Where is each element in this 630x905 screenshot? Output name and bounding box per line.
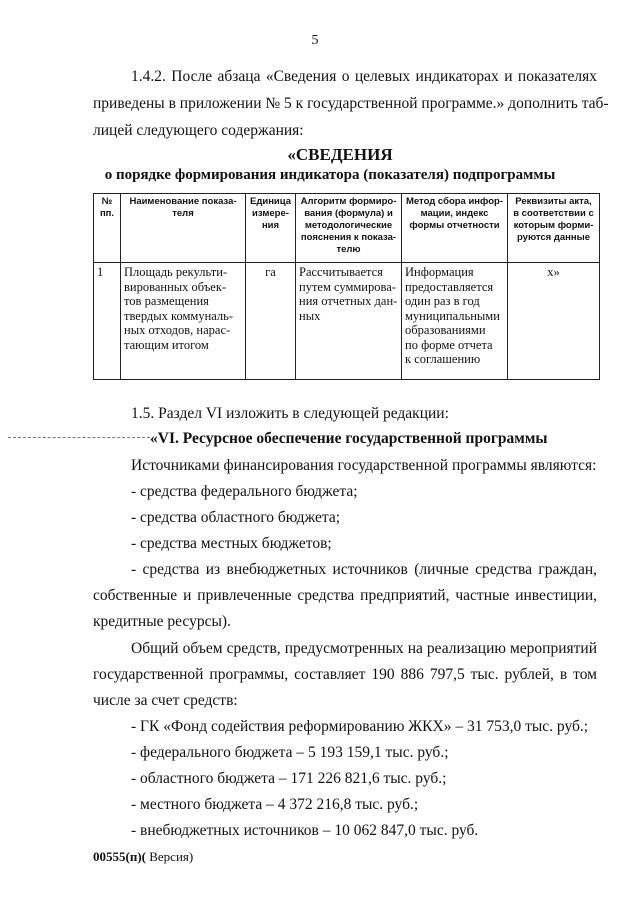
source-item: - средства местных бюджетов; <box>131 535 332 552</box>
document-code: 00555(п)( <box>93 849 146 864</box>
amount-item: - местного бюджета – 4 372 216,8 тыс. руб.; <box>131 796 419 813</box>
paragraph-142-line-1: 1.4.2. После абзаца «Сведения о целевых индикаторах и показателях <box>131 68 597 85</box>
total-line-1: Общий объем средств, предусмотренных на реализацию мероприятий <box>131 640 597 657</box>
table-title: «СВЕДЕНИЯ <box>287 145 393 164</box>
extrabudget-line-2: собственные и привлеченные средства предприятий, частные инвестиции, <box>93 587 597 604</box>
extrabudget-line-1: - средства из внебюджетных источников (личные средства граждан, <box>131 561 597 578</box>
source-item: - средства федерального бюджета; <box>131 483 358 500</box>
total-line-3: числе за счет средств: <box>93 692 238 709</box>
section-heading: «VI. Ресурсное обеспечение государственной программы <box>150 430 548 447</box>
cell-unit: га <box>246 263 296 380</box>
document-version: Версия) <box>145 849 194 864</box>
table-row <box>94 263 600 380</box>
cell-algorithm: Рассчитывается путем суммирова- ния отчетных дан- ных <box>296 263 402 380</box>
indicators-table <box>93 193 600 380</box>
header-indicator-name: Наименование показа- теля <box>121 194 246 263</box>
header-algorithm: Алгоритм формиро- вания (формула) и методологические пояснения к показа- телю <box>296 194 402 263</box>
header-act-details: Реквизиты акта, в соответствии с которым форми- руются данные <box>508 194 600 263</box>
document-footer <box>93 849 193 865</box>
amount-item: - федерального бюджета – 5 193 159,1 тыс. руб.; <box>131 744 449 761</box>
cell-act-details: х» <box>508 263 600 380</box>
paragraph-142-line-3: лицей следующего содержания: <box>93 122 304 139</box>
cell-number: 1 <box>94 263 121 380</box>
paragraph-15: 1.5. Раздел VI изложить в следующей редакции: <box>131 405 449 422</box>
amount-item: - ГК «Фонд содействия реформированию ЖКХ» – 31 753,0 тыс. руб.; <box>131 718 589 735</box>
table-subtitle: о порядке формирования индикатора (показателя) подпрограммы <box>104 167 556 183</box>
total-line-2: государственной программы, составляет 190 886 797,5 тыс. рублей, в том <box>93 666 597 683</box>
cell-indicator-name: Площадь рекульти- вированных объек- тов размещения твердых коммуналь- ных отходов, нарас- тающим итогом <box>121 263 246 380</box>
amount-item: - областного бюджета – 171 226 821,6 тыс. руб.; <box>131 770 447 787</box>
source-item: - средства областного бюджета; <box>131 509 341 526</box>
paragraph-142-line-2: приведены в приложении № 5 к государственной программе.» дополнить таб- <box>93 95 609 112</box>
header-unit: Единица измере- ния <box>246 194 296 263</box>
extrabudget-line-3: кредитные ресурсы). <box>93 613 231 630</box>
header-collection-method: Метод сбора инфор- мации, индекс формы отчетности <box>402 194 508 263</box>
table-header-row <box>94 194 600 263</box>
scan-artifact-line <box>8 437 150 438</box>
header-number: № пп. <box>94 194 121 263</box>
sources-intro: Источниками финансирования государственной программы являются: <box>131 457 597 474</box>
cell-collection-method: Информация предоставляется один раз в год муниципальными образованиями по форме отчета к соглашению <box>402 263 508 380</box>
amount-item: - внебюджетных источников – 10 062 847,0 тыс. руб. <box>131 822 479 839</box>
page-number: 5 <box>311 33 319 48</box>
